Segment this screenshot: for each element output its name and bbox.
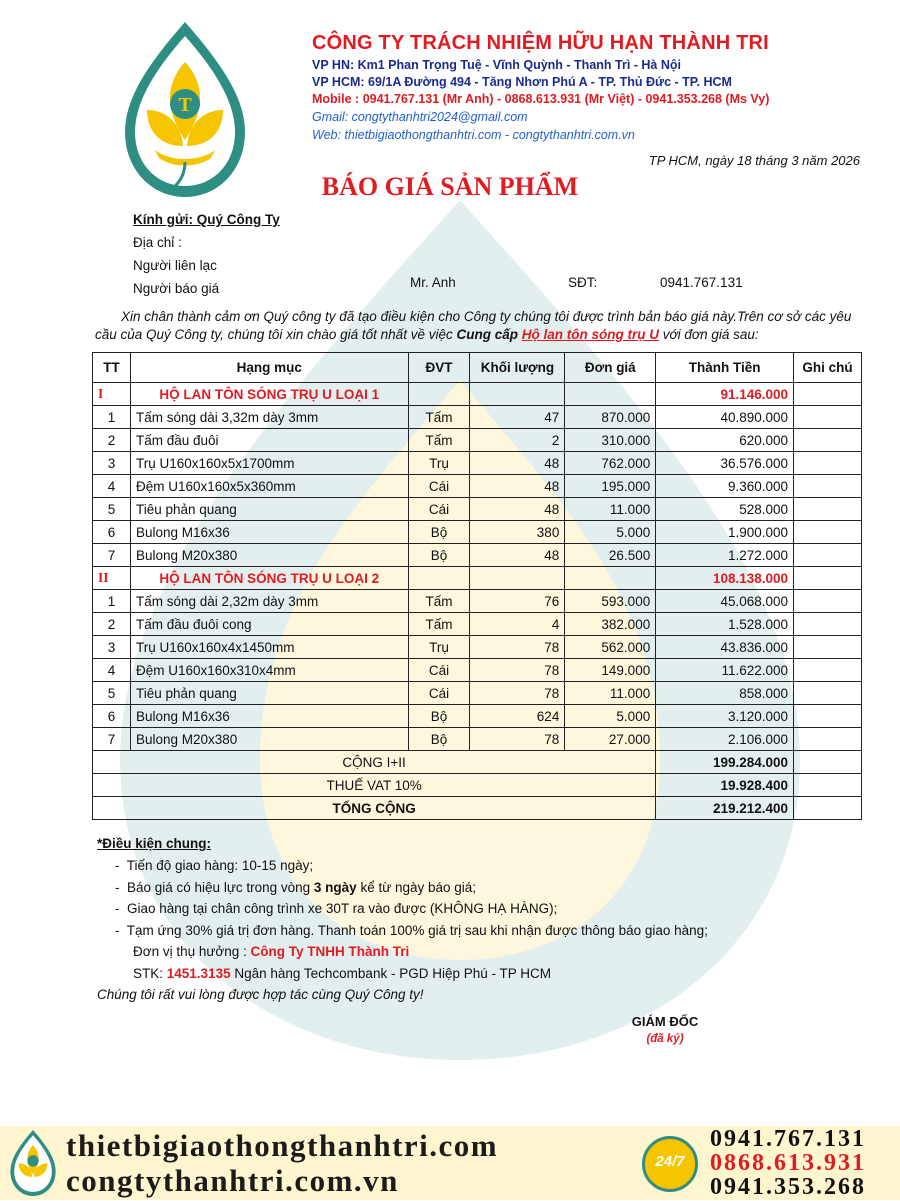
- section-row: [93, 383, 862, 406]
- header-unit: ĐVT: [408, 353, 470, 383]
- section-title: HỘ LAN TÔN SÓNG TRỤ U LOẠI 2: [130, 567, 408, 590]
- empty-cell: [408, 383, 470, 406]
- table-row: [93, 521, 862, 544]
- row-item: Đệm U160x160x5x360mm: [130, 475, 408, 498]
- row-index: 2: [93, 429, 131, 452]
- table-row: [93, 705, 862, 728]
- row-item: Trụ U160x160x5x1700mm: [130, 452, 408, 475]
- bank-account-line: STK: 1451.3135 Ngân hàng Techcombank - PGD Hiệp Phú - TP HCM: [133, 965, 551, 981]
- empty-cell: [408, 567, 470, 590]
- row-unit: Tấm: [408, 406, 470, 429]
- header-item: Hạng mục: [130, 353, 408, 383]
- header-tt: TT: [93, 353, 131, 383]
- row-note: [794, 636, 862, 659]
- row-unit: Bộ: [408, 544, 470, 567]
- table-row: [93, 590, 862, 613]
- row-unit: Tấm: [408, 613, 470, 636]
- company-header: [312, 32, 769, 142]
- row-unit-price: 5.000: [565, 705, 656, 728]
- phone-value: 0941.767.131: [660, 275, 743, 290]
- row-unit: Bộ: [408, 728, 470, 751]
- row-amount: 40.890.000: [656, 406, 794, 429]
- row-note: [794, 498, 862, 521]
- row-unit-price: 149.000: [565, 659, 656, 682]
- row-index: 4: [93, 659, 131, 682]
- empty-cell: [794, 751, 862, 774]
- header-amount: Thành Tiền: [656, 353, 794, 383]
- intro-bold: Cung cấp: [456, 327, 518, 342]
- row-index: 6: [93, 705, 131, 728]
- section-total: 91.146.000: [656, 383, 794, 406]
- row-note: [794, 613, 862, 636]
- summary-label: CỘNG I+II: [93, 751, 656, 774]
- row-note: [794, 544, 862, 567]
- intro-tail: với đơn giá sau:: [659, 327, 759, 342]
- row-quantity: 48: [470, 452, 565, 475]
- row-index: 5: [93, 498, 131, 521]
- row-amount: 1.272.000: [656, 544, 794, 567]
- empty-cell: [470, 383, 565, 406]
- row-amount: 9.360.000: [656, 475, 794, 498]
- row-unit: Tấm: [408, 429, 470, 452]
- row-item: Trụ U160x160x4x1450mm: [130, 636, 408, 659]
- recipient-contact: Người liên lạc: [133, 258, 217, 273]
- row-note: [794, 659, 862, 682]
- row-unit: Cái: [408, 659, 470, 682]
- office-hcm: VP HCM: 69/1A Đường 494 - Tăng Nhơn Phú A - TP. Thủ Đức - TP. HCM: [312, 75, 732, 89]
- general-terms: [97, 836, 708, 1008]
- row-note: [794, 728, 862, 751]
- signature-block: [600, 1014, 730, 1045]
- row-quantity: 78: [470, 728, 565, 751]
- empty-cell: [794, 797, 862, 820]
- header-quantity: Khối lượng: [470, 353, 565, 383]
- row-item: Tấm sóng dài 2,32m dày 3mm: [130, 590, 408, 613]
- row-unit-price: 26.500: [565, 544, 656, 567]
- recipient-block: [133, 208, 280, 300]
- row-index: 2: [93, 613, 131, 636]
- svg-text:T: T: [178, 94, 192, 116]
- row-unit-price: 562.000: [565, 636, 656, 659]
- row-unit: Trụ: [408, 636, 470, 659]
- summary-value: 219.212.400: [656, 797, 794, 820]
- row-amount: 2.106.000: [656, 728, 794, 751]
- row-amount: 1.900.000: [656, 521, 794, 544]
- empty-cell: [565, 383, 656, 406]
- director-title: GIÁM ĐỐC: [631, 1014, 699, 1029]
- terms-heading: *Điều kiện chung:: [97, 836, 212, 851]
- footer-logo: [4, 1130, 62, 1196]
- row-item: Tấm đầu đuôi cong: [130, 613, 408, 636]
- footer-site-1: thietbigiaothongthanhtri.com: [66, 1128, 499, 1163]
- row-amount: 528.000: [656, 498, 794, 521]
- company-logo: [125, 22, 245, 197]
- row-note: [794, 406, 862, 429]
- row-note: [794, 475, 862, 498]
- row-quantity: 48: [470, 544, 565, 567]
- phone-label: SĐT:: [568, 275, 598, 290]
- summary-label: TỔNG CỘNG: [93, 797, 656, 820]
- row-item: Đệm U160x160x310x4mm: [130, 659, 408, 682]
- empty-cell: [794, 567, 862, 590]
- row-quantity: 48: [470, 498, 565, 521]
- row-quantity: 76: [470, 590, 565, 613]
- row-amount: 45.068.000: [656, 590, 794, 613]
- quoter-name: Mr. Anh: [410, 275, 456, 290]
- row-unit: Cái: [408, 682, 470, 705]
- row-item: Tiêu phản quang: [130, 498, 408, 521]
- row-amount: 3.120.000: [656, 705, 794, 728]
- empty-cell: [565, 567, 656, 590]
- row-index: 5: [93, 682, 131, 705]
- table-row: [93, 429, 862, 452]
- row-index: 4: [93, 475, 131, 498]
- row-amount: 36.576.000: [656, 452, 794, 475]
- row-item: Tấm sóng dài 3,32m dày 3mm: [130, 406, 408, 429]
- row-note: [794, 429, 862, 452]
- empty-cell: [794, 774, 862, 797]
- row-amount: 620.000: [656, 429, 794, 452]
- summary-row: [93, 751, 862, 774]
- footer-site-2: congtythanhtri.com.vn: [66, 1163, 399, 1198]
- recipient-address: Địa chỉ :: [133, 235, 182, 250]
- closing-line: Chúng tôi rất vui lòng được hợp tác cùng Quý Công ty!: [97, 987, 424, 1002]
- row-unit: Tấm: [408, 590, 470, 613]
- summary-value: 19.928.400: [656, 774, 794, 797]
- row-note: [794, 705, 862, 728]
- footer-phone-3: 0941.353.268: [710, 1174, 866, 1200]
- quoter-label: Người báo giá: [133, 281, 220, 296]
- empty-cell: [470, 567, 565, 590]
- section-row: [93, 567, 862, 590]
- signed-note: (đã ký): [646, 1033, 684, 1045]
- row-item: Tiêu phản quang: [130, 682, 408, 705]
- row-quantity: 78: [470, 636, 565, 659]
- intro-paragraph: [95, 308, 860, 344]
- row-unit: Trụ: [408, 452, 470, 475]
- row-quantity: 624: [470, 705, 565, 728]
- row-note: [794, 452, 862, 475]
- row-quantity: 380: [470, 521, 565, 544]
- row-item: Bulong M16x36: [130, 521, 408, 544]
- table-row: [93, 452, 862, 475]
- office-hanoi: VP HN: Km1 Phan Trọng Tuệ - Vĩnh Quỳnh - Thanh Trì - Hà Nội: [312, 58, 681, 72]
- term-item: - Tạm ứng 30% giá trị đơn hàng. Thanh toán 100% giá trị sau khi nhận được thông báo giao hàng;: [115, 922, 708, 938]
- section-number: I: [93, 383, 131, 406]
- support-24-7-icon: 24/7: [642, 1136, 698, 1192]
- quotation-table: [92, 352, 862, 820]
- row-unit-price: 593.000: [565, 590, 656, 613]
- row-quantity: 4: [470, 613, 565, 636]
- row-unit-price: 762.000: [565, 452, 656, 475]
- section-number: II: [93, 567, 131, 590]
- summary-value: 199.284.000: [656, 751, 794, 774]
- footer-banner: [0, 1126, 900, 1200]
- row-index: 1: [93, 590, 131, 613]
- table-header: [93, 353, 862, 383]
- table-row: [93, 682, 862, 705]
- row-amount: 858.000: [656, 682, 794, 705]
- row-unit-price: 382.000: [565, 613, 656, 636]
- row-note: [794, 682, 862, 705]
- row-item: Bulong M20x380: [130, 728, 408, 751]
- recipient-addressee: Kính gửi: Quý Công Ty: [133, 212, 280, 227]
- row-note: [794, 521, 862, 544]
- section-title: HỘ LAN TÔN SÓNG TRỤ U LOẠI 1: [130, 383, 408, 406]
- footer-phone-2: 0868.613.931: [710, 1150, 866, 1176]
- footer-phone-1: 0941.767.131: [710, 1126, 866, 1152]
- row-unit: Cái: [408, 475, 470, 498]
- table-row: [93, 613, 862, 636]
- table-row: [93, 498, 862, 521]
- row-quantity: 2: [470, 429, 565, 452]
- table-row: [93, 475, 862, 498]
- row-index: 3: [93, 452, 131, 475]
- header-unit-price: Đơn giá: [565, 353, 656, 383]
- intro-text: Xin chân thành cảm ơn Quý công ty đã tạo điều kiện cho Công ty chúng tôi được trình bản báo giá này.Trên cơ sở các yêu cầu của Quý Công ty, chúng tôi xin chào giá tốt nhất về việc: [95, 309, 852, 342]
- row-item: Tấm đầu đuôi: [130, 429, 408, 452]
- table-row: [93, 636, 862, 659]
- table-row: [93, 659, 862, 682]
- row-unit-price: 195.000: [565, 475, 656, 498]
- row-unit: Bộ: [408, 521, 470, 544]
- row-index: 3: [93, 636, 131, 659]
- company-email: Gmail: congtythanhtri2024@gmail.com: [312, 110, 528, 124]
- summary-label: THUẾ VAT 10%: [93, 774, 656, 797]
- row-index: 6: [93, 521, 131, 544]
- term-item: - Báo giá có hiệu lực trong vòng 3 ngày kể từ ngày báo giá;: [115, 879, 477, 895]
- row-quantity: 48: [470, 475, 565, 498]
- summary-row: [93, 797, 862, 820]
- mobile-numbers: Mobile : 0941.767.131 (Mr Anh) - 0868.613.931 (Mr Việt) - 0941.353.268 (Ms Vy): [312, 92, 770, 106]
- row-unit-price: 5.000: [565, 521, 656, 544]
- row-quantity: 78: [470, 659, 565, 682]
- empty-cell: [794, 383, 862, 406]
- row-index: 7: [93, 728, 131, 751]
- row-item: Bulong M20x380: [130, 544, 408, 567]
- document-date: TP HCM, ngày 18 tháng 3 năm 2026: [648, 153, 860, 168]
- document-title: BÁO GIÁ SẢN PHẨM: [321, 172, 579, 201]
- row-quantity: 47: [470, 406, 565, 429]
- table-row: [93, 544, 862, 567]
- row-quantity: 78: [470, 682, 565, 705]
- header-note: Ghi chú: [794, 353, 862, 383]
- row-item: Bulong M16x36: [130, 705, 408, 728]
- section-total: 108.138.000: [656, 567, 794, 590]
- row-unit-price: 870.000: [565, 406, 656, 429]
- row-unit: Bộ: [408, 705, 470, 728]
- intro-product: Hộ lan tôn sóng trụ U: [521, 327, 659, 342]
- summary-row: [93, 774, 862, 797]
- term-item: - Tiến độ giao hàng: 10-15 ngày;: [115, 858, 314, 873]
- row-unit-price: 11.000: [565, 498, 656, 521]
- row-unit-price: 27.000: [565, 728, 656, 751]
- row-unit-price: 310.000: [565, 429, 656, 452]
- beneficiary-line: Đơn vị thụ hưởng : Công Ty TNHH Thành Tri: [133, 944, 410, 959]
- row-unit: Cái: [408, 498, 470, 521]
- row-amount: 1.528.000: [656, 613, 794, 636]
- row-index: 1: [93, 406, 131, 429]
- row-index: 7: [93, 544, 131, 567]
- company-website: Web: thietbigiaothongthanhtri.com - congtythanhtri.com.vn: [312, 128, 635, 142]
- company-name: CÔNG TY TRÁCH NHIỆM HỮU HẠN THÀNH TRI: [312, 32, 769, 54]
- row-amount: 11.622.000: [656, 659, 794, 682]
- table-row: [93, 728, 862, 751]
- row-unit-price: 11.000: [565, 682, 656, 705]
- table-row: [93, 406, 862, 429]
- row-amount: 43.836.000: [656, 636, 794, 659]
- term-item: - Giao hàng tại chân công trình xe 30T ra vào được (KHÔNG HẠ HÀNG);: [115, 901, 558, 916]
- row-note: [794, 590, 862, 613]
